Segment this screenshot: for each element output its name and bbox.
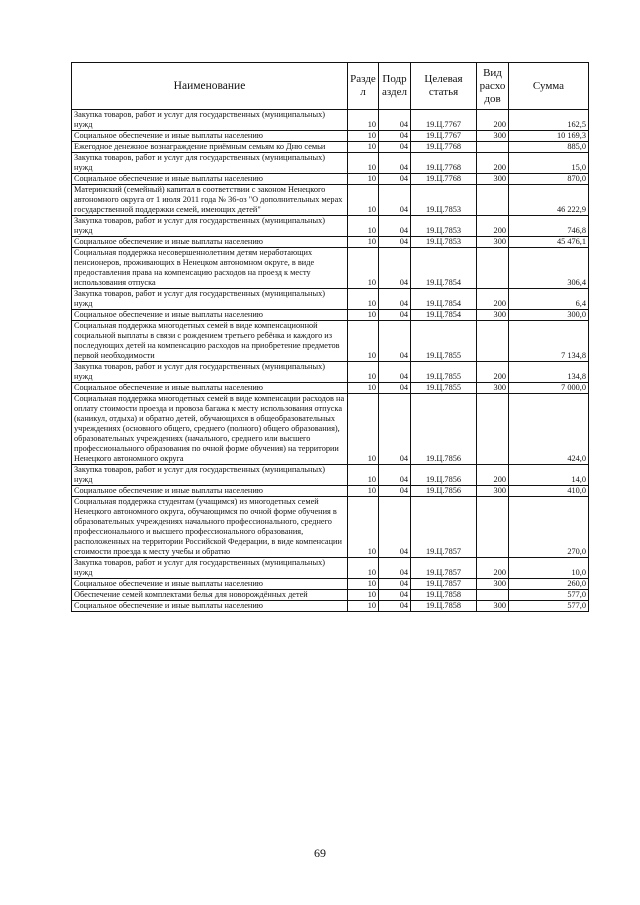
- cell-section: 10: [348, 497, 379, 558]
- cell-sum: 885,0: [509, 142, 589, 153]
- cell-name: Социальное обеспечение и иные выплаты населению: [72, 579, 348, 590]
- cell-section: 10: [348, 153, 379, 174]
- cell-type: [477, 321, 509, 362]
- cell-sum: 577,0: [509, 590, 589, 601]
- cell-sum: 10 169,3: [509, 131, 589, 142]
- cell-name: Материнский (семейный) капитал в соответствии с законом Ненецкого автономного округа от 1 июля 2011 года № 36-оз "О дополнительных мерах государственной поддержки семей, имеющих детей": [72, 185, 348, 216]
- cell-sum: 870,0: [509, 174, 589, 185]
- cell-type: 200: [477, 110, 509, 131]
- cell-section: 10: [348, 558, 379, 579]
- cell-section: 10: [348, 579, 379, 590]
- cell-name: Социальное обеспечение и иные выплаты населению: [72, 131, 348, 142]
- cell-sum: 45 476,1: [509, 237, 589, 248]
- cell-sum: 424,0: [509, 394, 589, 465]
- table-row: [72, 289, 589, 310]
- table-row: [72, 558, 589, 579]
- cell-subsection: 04: [379, 558, 411, 579]
- cell-target: 19.Ц.7767: [411, 131, 477, 142]
- table-row: [72, 383, 589, 394]
- cell-target: 19.Ц.7858: [411, 590, 477, 601]
- cell-type: 200: [477, 216, 509, 237]
- cell-section: 10: [348, 590, 379, 601]
- cell-section: 10: [348, 142, 379, 153]
- cell-subsection: 04: [379, 174, 411, 185]
- table-row: [72, 237, 589, 248]
- cell-name: Социальная поддержка многодетных семей в виде компенсации расходов на оплату стоимости проезда и провоза багажа к месту использования отпуска (каникул, отдыха) и обратно детей, обучающихся в общеобразовательных учреждениях (основного общего, среднего (полного) общего образования), образовательных учреждениях (начального, среднего или высшего профессионального образования по очной форме обучения) на территории Ненецкого автономного округа: [72, 394, 348, 465]
- cell-type: [477, 394, 509, 465]
- cell-name: Социальное обеспечение и иные выплаты населению: [72, 237, 348, 248]
- cell-target: 19.Ц.7855: [411, 383, 477, 394]
- cell-name: Социальное обеспечение и иные выплаты населению: [72, 486, 348, 497]
- cell-type: 200: [477, 558, 509, 579]
- cell-section: 10: [348, 394, 379, 465]
- cell-sum: 134,8: [509, 362, 589, 383]
- cell-type: [477, 142, 509, 153]
- cell-subsection: 04: [379, 131, 411, 142]
- cell-subsection: 04: [379, 248, 411, 289]
- cell-subsection: 04: [379, 142, 411, 153]
- cell-sum: 410,0: [509, 486, 589, 497]
- cell-target: 19.Ц.7857: [411, 579, 477, 590]
- cell-target: 19.Ц.7768: [411, 174, 477, 185]
- cell-section: 10: [348, 248, 379, 289]
- cell-type: [477, 185, 509, 216]
- cell-sum: 15,0: [509, 153, 589, 174]
- cell-name: Закупка товаров, работ и услуг для государственных (муниципальных) нужд: [72, 216, 348, 237]
- table-row: [72, 579, 589, 590]
- table-row: [72, 321, 589, 362]
- cell-name: Социальная поддержка несовершеннолетним детям неработающих пенсионеров, проживающих в Ненецком автономном округе, в виде предоставления права на компенсацию расходов на проезд к месту использования отпуска: [72, 248, 348, 289]
- cell-target: 19.Ц.7857: [411, 558, 477, 579]
- table-row: [72, 174, 589, 185]
- table-row: [72, 131, 589, 142]
- table-row: [72, 497, 589, 558]
- cell-subsection: 04: [379, 110, 411, 131]
- cell-sum: 7 134,8: [509, 321, 589, 362]
- cell-subsection: 04: [379, 289, 411, 310]
- table-row: [72, 601, 589, 612]
- cell-subsection: 04: [379, 153, 411, 174]
- cell-subsection: 04: [379, 601, 411, 612]
- cell-type: 300: [477, 310, 509, 321]
- cell-section: 10: [348, 486, 379, 497]
- cell-target: 19.Ц.7854: [411, 310, 477, 321]
- cell-name: Социальная поддержка студентам (учащимся) из многодетных семей Ненецкого автономного округа, обучающимся по очной форме обучения в образовательных учреждениях начального профессионального, среднего профессионального и высшего профессионального образования, расположенных на территории Российской Федерации, в виде компенсации стоимости проезда к месту учебы и обратно: [72, 497, 348, 558]
- cell-target: 19.Ц.7854: [411, 289, 477, 310]
- cell-type: 200: [477, 289, 509, 310]
- cell-name: Закупка товаров, работ и услуг для государственных (муниципальных) нужд: [72, 110, 348, 131]
- cell-subsection: 04: [379, 486, 411, 497]
- cell-sum: 270,0: [509, 497, 589, 558]
- cell-name: Закупка товаров, работ и услуг для государственных (муниципальных) нужд: [72, 362, 348, 383]
- cell-type: 300: [477, 237, 509, 248]
- cell-target: 19.Ц.7855: [411, 362, 477, 383]
- cell-type: 300: [477, 601, 509, 612]
- table-row: [72, 216, 589, 237]
- cell-type: [477, 497, 509, 558]
- cell-sum: 746,8: [509, 216, 589, 237]
- cell-subsection: 04: [379, 465, 411, 486]
- cell-sum: 46 222,9: [509, 185, 589, 216]
- header-name: Наименование: [72, 63, 348, 110]
- cell-target: 19.Ц.7853: [411, 237, 477, 248]
- table-row: [72, 248, 589, 289]
- cell-subsection: 04: [379, 216, 411, 237]
- table-row: [72, 142, 589, 153]
- cell-type: 300: [477, 383, 509, 394]
- table-header: [72, 63, 589, 110]
- cell-target: 19.Ц.7768: [411, 153, 477, 174]
- budget-table: [71, 62, 589, 612]
- cell-target: 19.Ц.7853: [411, 216, 477, 237]
- cell-section: 10: [348, 237, 379, 248]
- cell-type: 300: [477, 579, 509, 590]
- cell-target: 19.Ц.7768: [411, 142, 477, 153]
- header-target: Целевая статья: [411, 63, 477, 110]
- cell-subsection: 04: [379, 590, 411, 601]
- cell-subsection: 04: [379, 362, 411, 383]
- cell-type: 200: [477, 465, 509, 486]
- cell-name: Закупка товаров, работ и услуг для государственных (муниципальных) нужд: [72, 558, 348, 579]
- cell-target: 19.Ц.7857: [411, 497, 477, 558]
- cell-section: 10: [348, 185, 379, 216]
- cell-section: 10: [348, 383, 379, 394]
- cell-section: 10: [348, 216, 379, 237]
- cell-section: 10: [348, 601, 379, 612]
- table-row: [72, 394, 589, 465]
- table-row: [72, 465, 589, 486]
- cell-subsection: 04: [379, 394, 411, 465]
- cell-name: Закупка товаров, работ и услуг для государственных (муниципальных) нужд: [72, 153, 348, 174]
- header-subsection: Подр аздел: [379, 63, 411, 110]
- cell-target: 19.Ц.7855: [411, 321, 477, 362]
- cell-sum: 162,5: [509, 110, 589, 131]
- cell-sum: 10,0: [509, 558, 589, 579]
- cell-name: Закупка товаров, работ и услуг для государственных (муниципальных) нужд: [72, 289, 348, 310]
- table-row: [72, 110, 589, 131]
- cell-section: 10: [348, 289, 379, 310]
- cell-name: Социальное обеспечение и иные выплаты населению: [72, 174, 348, 185]
- cell-subsection: 04: [379, 321, 411, 362]
- cell-section: 10: [348, 310, 379, 321]
- cell-target: 19.Ц.7854: [411, 248, 477, 289]
- header-section: Разде л: [348, 63, 379, 110]
- table-row: [72, 153, 589, 174]
- cell-section: 10: [348, 321, 379, 362]
- table-row: [72, 185, 589, 216]
- cell-type: 300: [477, 486, 509, 497]
- cell-type: 200: [477, 362, 509, 383]
- cell-name: Ежегодное денежное вознаграждение приёмным семьям ко Дню семьи: [72, 142, 348, 153]
- cell-target: 19.Ц.7858: [411, 601, 477, 612]
- header-type: Вид расхо дов: [477, 63, 509, 110]
- cell-target: 19.Ц.7856: [411, 486, 477, 497]
- cell-target: 19.Ц.7853: [411, 185, 477, 216]
- cell-section: 10: [348, 110, 379, 131]
- cell-name: Социальная поддержка многодетных семей в виде компенсационной социальной выплаты в связи с рождением третьего ребёнка и каждого из последующих детей на компенсацию расходов на приобретение предметов первой необходимости: [72, 321, 348, 362]
- cell-sum: 306,4: [509, 248, 589, 289]
- cell-section: 10: [348, 174, 379, 185]
- table-body: [72, 110, 589, 612]
- cell-subsection: 04: [379, 310, 411, 321]
- cell-target: 19.Ц.7856: [411, 465, 477, 486]
- cell-name: Социальное обеспечение и иные выплаты населению: [72, 383, 348, 394]
- page-number: 69: [314, 846, 326, 860]
- cell-name: Социальное обеспечение и иные выплаты населению: [72, 601, 348, 612]
- cell-sum: 7 000,0: [509, 383, 589, 394]
- cell-name: Закупка товаров, работ и услуг для государственных (муниципальных) нужд: [72, 465, 348, 486]
- cell-name: Обеспечение семей комплектами белья для новорождённых детей: [72, 590, 348, 601]
- cell-sum: 300,0: [509, 310, 589, 321]
- table-row: [72, 590, 589, 601]
- cell-subsection: 04: [379, 237, 411, 248]
- cell-type: 200: [477, 153, 509, 174]
- cell-section: 10: [348, 465, 379, 486]
- cell-sum: 260,0: [509, 579, 589, 590]
- cell-sum: 577,0: [509, 601, 589, 612]
- table-row: [72, 486, 589, 497]
- cell-type: [477, 590, 509, 601]
- cell-type: [477, 248, 509, 289]
- cell-sum: 6,4: [509, 289, 589, 310]
- cell-name: Социальное обеспечение и иные выплаты населению: [72, 310, 348, 321]
- cell-sum: 14,0: [509, 465, 589, 486]
- cell-section: 10: [348, 362, 379, 383]
- header-sum: Сумма: [509, 63, 589, 110]
- cell-target: 19.Ц.7856: [411, 394, 477, 465]
- cell-target: 19.Ц.7767: [411, 110, 477, 131]
- cell-subsection: 04: [379, 579, 411, 590]
- table-row: [72, 362, 589, 383]
- cell-subsection: 04: [379, 497, 411, 558]
- cell-type: 300: [477, 174, 509, 185]
- cell-subsection: 04: [379, 185, 411, 216]
- table-row: [72, 310, 589, 321]
- cell-section: 10: [348, 131, 379, 142]
- cell-subsection: 04: [379, 383, 411, 394]
- cell-type: 300: [477, 131, 509, 142]
